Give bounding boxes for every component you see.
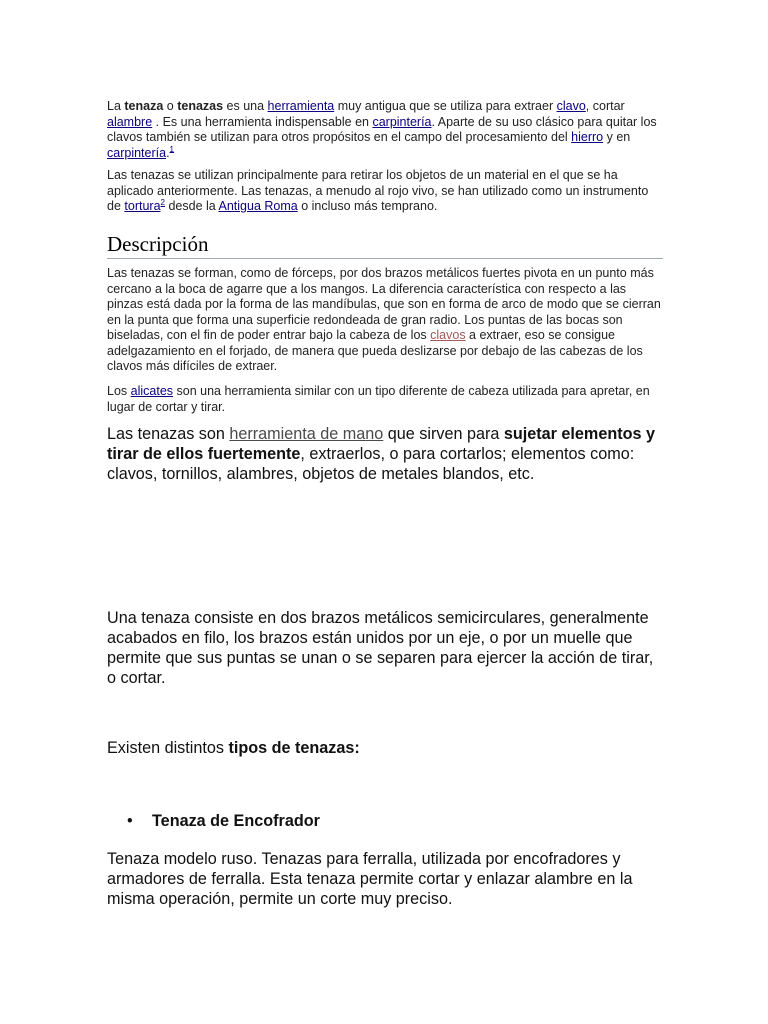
tenaza-types-list — [107, 811, 663, 831]
link-carpinteria[interactable]: carpintería — [372, 114, 432, 129]
large-paragraph-3: Existen distintos tipos de tenazas: — [107, 739, 360, 757]
bold-sujetar: sujetar elementos y tirar de ellos fuertemente — [107, 425, 655, 463]
bold-tipos-de-tenazas: tipos de tenazas: — [228, 739, 360, 757]
footnote-1-link[interactable]: 1 — [169, 144, 174, 154]
description-paragraph-2: Los alicates son una herramienta similar con un tipo diferente de cabeza utilizada para apretar, en lugar de cortar y tirar. — [107, 384, 650, 414]
link-alambre[interactable]: alambre — [107, 114, 153, 129]
link-clavos[interactable]: clavos — [430, 328, 466, 342]
list-item: • Tenaza de Encofrador — [127, 812, 320, 830]
intro-paragraph-2: Las tenazas se utilizan principalmente para retirar los objetos de un material en el que se ha aplicado anteriormente. Las tenazas, a menudo al rojo vivo, se han utilizado como un instrumento de tortura$^2$ desde la Antigua Roma o incluso más temprano. — [107, 168, 649, 213]
term-tenaza: tenaza — [124, 99, 164, 113]
link-herramienta-de-mano[interactable]: herramienta de mano — [229, 425, 384, 443]
footnote-2-link[interactable]: 2 — [160, 197, 165, 207]
large-paragraph-4: Tenaza modelo ruso. Tenazas para ferralla, utilizada por encofradores y armadores de ferralla. Esta tenaza permite cortar y enlazar alambre en la misma operación, permite un corte muy preciso. — [107, 850, 633, 908]
link-carpinteria-2[interactable]: carpintería — [107, 145, 167, 160]
large-paragraph-2: Una tenaza consiste en dos brazos metálicos semicirculares, generalmente acabados en filo, los brazos están unidos por un eje, o por un muelle que permite que sus puntas se unan o se separen para ejercer la acción de tirar, o cortar. — [107, 609, 654, 687]
link-clavo[interactable]: clavo — [556, 99, 586, 113]
link-alicates[interactable]: alicates — [130, 384, 174, 398]
link-tortura[interactable]: tortura — [124, 199, 161, 213]
bullet-icon: • — [127, 812, 133, 830]
link-herramienta[interactable]: herramienta — [267, 99, 335, 113]
link-antigua-roma[interactable]: Antigua Roma — [218, 199, 298, 213]
section-heading-descripcion: Descripción — [107, 232, 663, 259]
term-tenazas: tenazas — [177, 99, 224, 113]
intro-paragraph-1: La tenaza o tenazas es una herramienta muy antigua que se utiliza para extraer clavo, cortar alambre . Es una herramienta indispensable en carpintería. Aparte de su uso clásico para quitar los clavos también se utilizan para otros propósitos en el campo del procesamiento del hierro y en carpintería.$^1$ — [107, 99, 657, 160]
description-paragraph-1: Las tenazas se forman, como de fórceps, por dos brazos metálicos fuertes pivota en un punto más cercano a la boca de agarre que a los mangos. La diferencia característica con respecto a las pinzas está dada por la forma de las mandíbulas, que son en forma de arco de modo que se cierran en la punta que forma una superficie redondeada de gran radio. Los puntas de las bocas son biseladas, con el fin de poder entrar bajo la cabeza de los clavos a extraer, eso se consigue adelgazamiento en el forjado, de manera que pueda deslizarse por debajo de las cabezas de los clavos más difíciles de extraer. — [107, 266, 661, 373]
large-paragraph-1: Las tenazas son herramienta de mano que sirven para sujetar elementos y tirar de ellos fuertemente, extraerlos, o para cortarlos; elementos como: clavos, tornillos, alambres, objetos de metales blandos, etc. — [107, 425, 655, 483]
link-hierro[interactable]: hierro — [571, 130, 604, 144]
